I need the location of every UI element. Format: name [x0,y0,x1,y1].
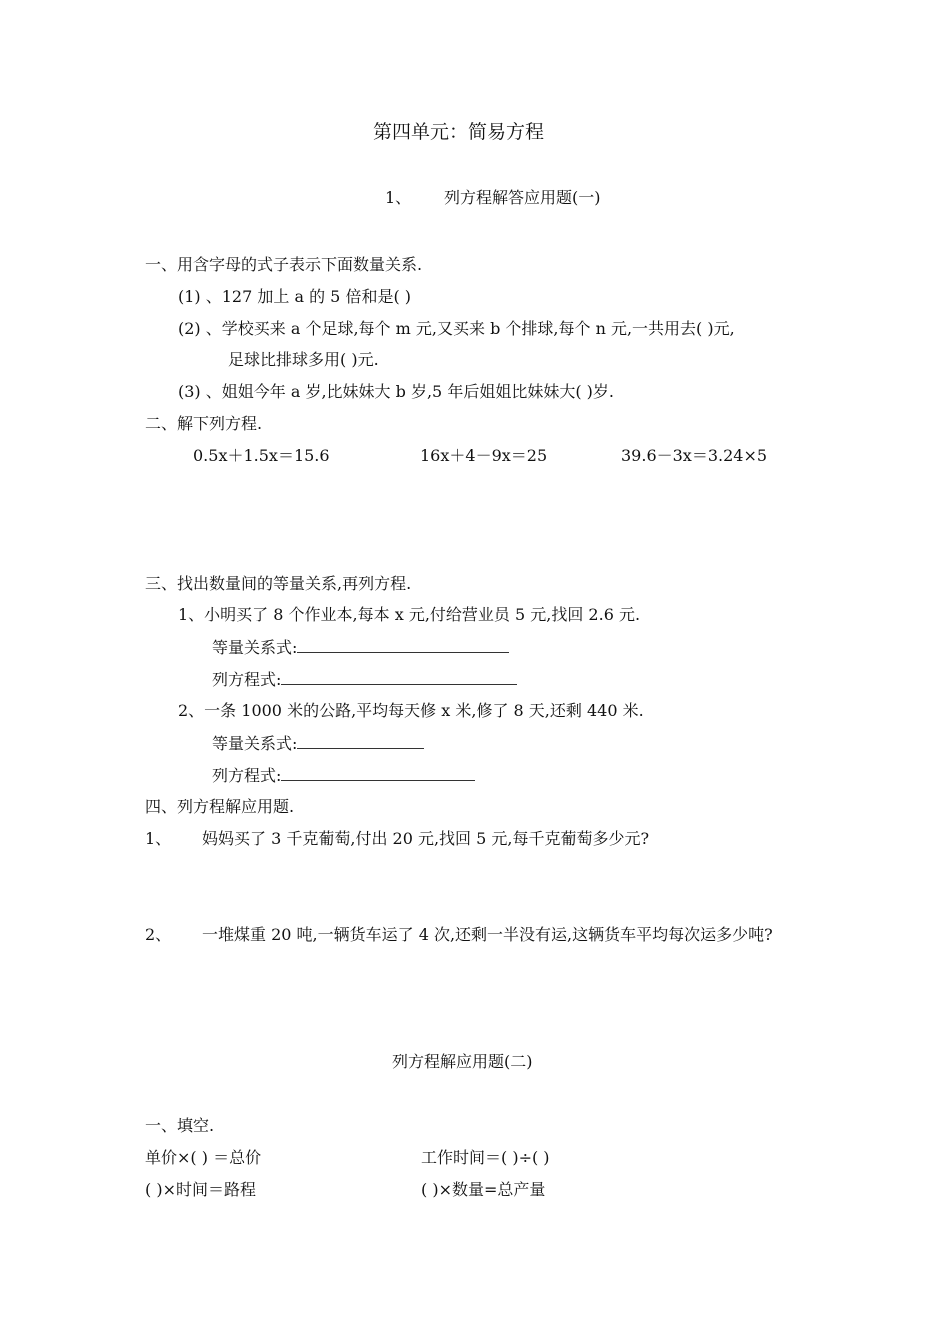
part3-problem-1: 1、小明买了 8 个作业本,每本 x 元,付给营业员 5 元,找回 2.6 元. [178,605,641,624]
section2-part1-heading: 一、填空. [145,1116,215,1135]
equation-1: 0.5x＋1.5x＝15.6 [193,446,330,465]
equation-answer-line[interactable] [281,669,517,685]
equation-3: 39.6－3x＝3.24×5 [621,446,768,465]
equation-label: 列方程式: [212,670,282,689]
equation-label: 列方程式: [212,766,282,785]
equation-answer-line[interactable] [281,765,475,781]
relation-answer-line[interactable] [297,733,424,749]
relation-label: 等量关系式: [212,734,298,753]
problem-1-relation [212,637,509,658]
page-title: 第四单元：简易方程 [373,121,545,143]
part1-question-2-line2: 足球比排球多用( )元. [228,350,379,369]
part1-question-2-line1: (2) 、学校买来 a 个足球,每个 m 元,又买来 b 个排球,每个 n 元,一共用去( )元, [178,319,735,338]
problem-1-equation [212,669,517,690]
fill-formula-2: 工作时间＝( )÷( ) [421,1148,550,1167]
fill-formula-3: ( )×时间＝路程 [145,1180,256,1199]
problem-2-relation [212,733,424,754]
section1-number: 1、 [385,188,412,207]
part1-heading: 一、用含字母的式子表示下面数量关系. [145,255,423,274]
fill-formula-1: 单价×( ) ＝总价 [145,1148,262,1167]
fill-formula-4: ( )×数量=总产量 [421,1180,546,1199]
part4-question-1-number: 1、 [145,829,172,848]
part1-question-3: (3) 、姐姐今年 a 岁,比妹妹大 b 岁,5 年后姐姐比妹妹大( )岁. [178,382,614,401]
part4-question-2-text: 一堆煤重 20 吨,一辆货车运了 4 次,还剩一半没有运,这辆货车平均每次运多少吨? [202,925,773,944]
part3-heading: 三、找出数量间的等量关系,再列方程. [145,574,412,593]
part1-question-1: (1) 、127 加上 a 的 5 倍和是( ) [178,287,412,306]
relation-answer-line[interactable] [297,637,509,653]
relation-label: 等量关系式: [212,638,298,657]
part3-problem-2: 2、一条 1000 米的公路,平均每天修 x 米,修了 8 天,还剩 440 米. [178,701,644,720]
equation-2: 16x＋4－9x＝25 [420,446,548,465]
part4-heading: 四、列方程解应用题. [145,797,295,816]
part4-question-1-text: 妈妈买了 3 千克葡萄,付出 20 元,找回 5 元,每千克葡萄多少元? [202,829,650,848]
section2-heading: 列方程解应用题(二) [392,1052,533,1071]
section1-heading: 列方程解答应用题(一) [444,188,601,207]
problem-2-equation [212,765,475,786]
part4-question-2-number: 2、 [145,925,172,944]
part2-heading: 二、解下列方程. [145,414,263,433]
